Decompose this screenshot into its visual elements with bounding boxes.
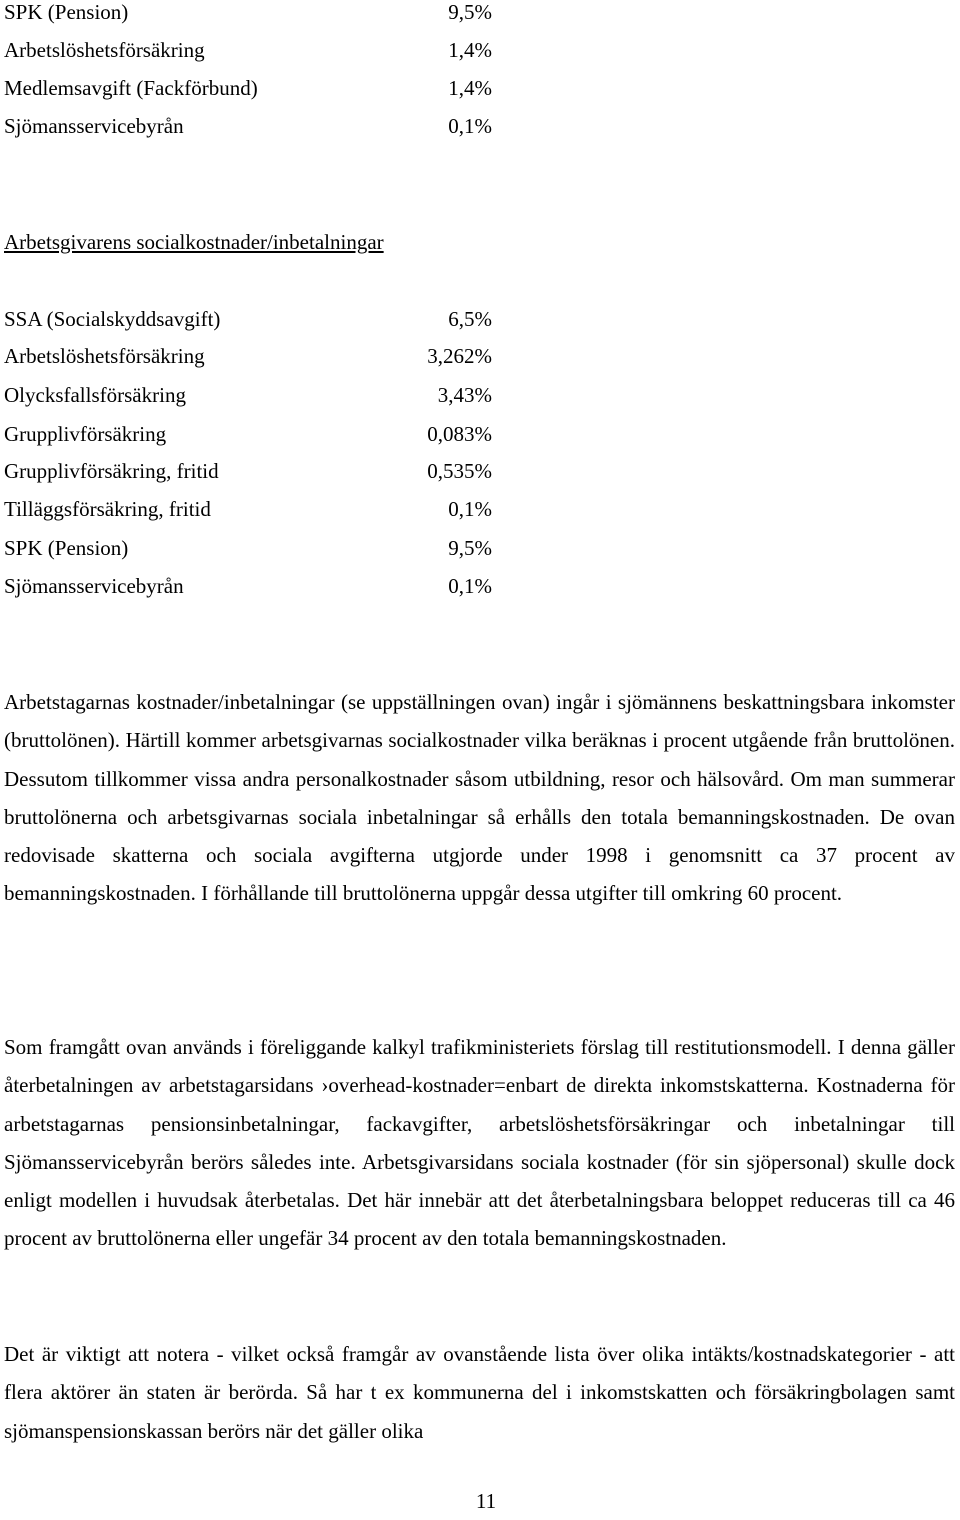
page-number: 11 [475,1489,497,1513]
table-row [4,567,492,605]
table-row [4,452,492,490]
table-row [4,300,492,338]
body-paragraph: Arbetstagarnas kostnader/inbetalningar (se uppställningen ovan) ingår i sjömännens beskattningsbara inkomster (bruttolönen). Härtill kommer arbetsgivarnas socialkostnader vilka beräknas i procent utgående från bruttolönen. Dessutom tillkommer vissa andra personalkostnader såsom utbildning, resor och hälsovård. Om man summerar bruttolönerna och arbetsgivarnas sociala inbetalningar så erhålls den totala bemanningskostnaden. De ovan redovisade skatterna och sociala avgifterna utgjorde under 1998 i genomsnitt ca 37 procent av bemanningskostnaden. I förhållande till bruttolönerna uppgår dessa utgifter till omkring 60 procent. [4,690,955,906]
row-label: Sjömansservicebyrån [4,114,184,138]
row-value: 3,262% [427,344,492,368]
row-label: Medlemsavgift (Fackförbund) [4,76,258,100]
table-row [4,31,492,69]
table-row [4,0,492,31]
table-row [4,69,492,107]
row-label: Arbetslöshetsförsäkring [4,344,205,368]
table-row [4,376,492,414]
table-row [4,337,492,375]
body-paragraph: Som framgått ovan används i föreliggande kalkyl trafikministeriets förslag till restitutionsmodell. I denna gäller återbetalningen av arbetstagarsidans ›overhead-kostnader=enbart de direkta inkomstskatterna. Kostnaderna för arbetstagarnas pensionsinbetalningar, fackavgifter, arbetslöshetsförsäkringar och inbetalningar till Sjömansservicebyrån berörs således inte. Arbetsgivarsidans sociala kostnader (för sin sjöpersonal) skulle dock enligt modellen i huvudsak återbetalas. Det här innebär att det återbetalningsbara beloppet reduceras till ca 46 procent av bruttolönerna eller ungefär 34 procent av den totala bemanningskostnaden. [4,1035,955,1251]
row-label: Sjömansservicebyrån [4,574,184,598]
row-label: Olycksfallsförsäkring [4,383,186,407]
row-value: 1,4% [448,76,492,100]
row-label: SPK (Pension) [4,536,129,560]
table-row [4,529,492,567]
row-value: 0,1% [448,114,492,138]
row-value: 9,5% [448,0,492,24]
row-value: 6,5% [448,307,492,331]
table-row [4,415,492,453]
row-value: 0,083% [427,422,492,446]
row-value: 3,43% [437,383,492,407]
body-paragraph: Det är viktigt att notera - vilket också framgår av ovanstående lista över olika intäkts/kostnadskategorier - att flera aktörer än staten är berörda. Så har t ex kommunerna del i inkomstskatten och försäkringbolagen samt sjömanspensionskassan berörs när det gäller olika [4,1342,955,1443]
employer-costs-heading: Arbetsgivarens socialkostnader/inbetalningar [4,230,384,254]
row-value: 0,1% [448,574,492,598]
row-value: 9,5% [448,536,492,560]
row-value: 0,535% [427,459,492,483]
row-label: Tilläggsförsäkring, fritid [4,497,211,521]
row-label: SSA (Socialskyddsavgift) [4,307,221,331]
row-label: Arbetslöshetsförsäkring [4,38,205,62]
table-row [4,107,492,145]
row-label: Grupplivförsäkring [4,422,167,446]
row-value: 1,4% [448,38,492,62]
row-label: SPK (Pension) [4,0,129,24]
row-value: 0,1% [448,497,492,521]
row-label: Grupplivförsäkring, fritid [4,459,219,483]
table-row [4,490,492,528]
